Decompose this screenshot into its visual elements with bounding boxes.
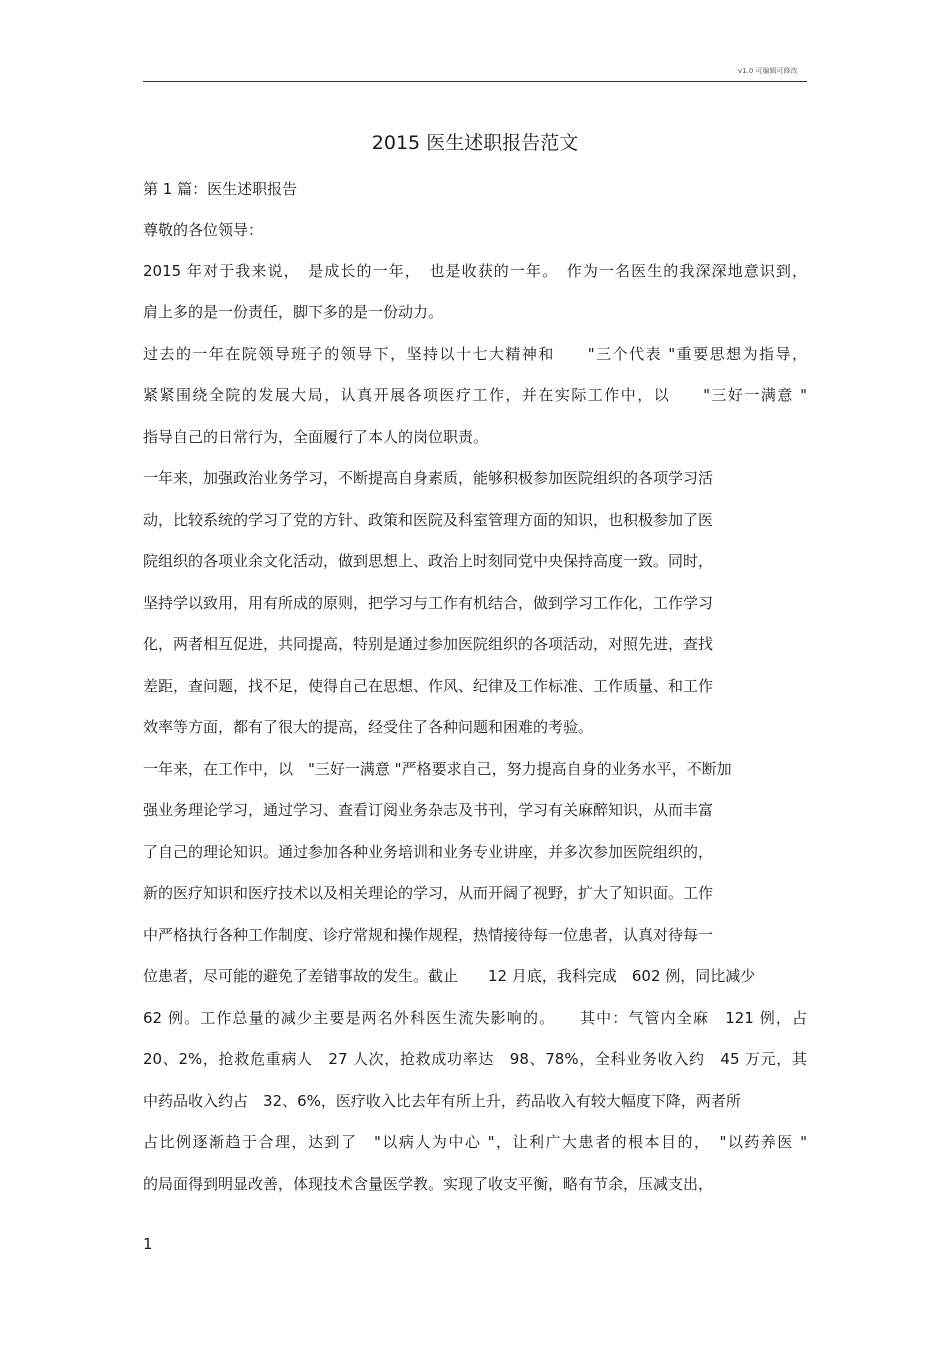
header-rule [143,81,807,82]
body-line: 尊敬的各位领导： [143,221,264,239]
body-line: 中严格执行各种工作制度、诊疗常规和操作规程，热情接待每一位患者，认真对待每一 [143,926,714,944]
body-line: 新的医疗知识和医疗技术以及相关理论的学习，从而开阔了视野，扩大了知识面。工作 [143,884,714,902]
body-line: 强业务理论学习，通过学习、查看订阅业务杂志及书刊，学习有关麻醉知识，从而丰富 [143,801,714,819]
header-version-label: v1.0 可编辑可修改 [738,67,798,75]
body-line: 62 例。工作总量的减少主要是两名外科医生流失影响的。 其中：气管内全麻 121 例，占 [143,1009,807,1027]
body-line: 肩上多的是一份责任，脚下多的是一份动力。 [143,303,444,321]
body-line: 第 1 篇：医生述职报告 [143,180,298,198]
body-line: 院组织的各项业余文化活动，做到思想上、政治上时刻同党中央保持高度一致。同时， [143,552,714,570]
body-line: 一年来，在工作中，以 "三好一满意 "严格要求自己，努力提高自身的业务水平，不断加 [143,760,732,778]
body-line: 占比例逐渐趋于合理，达到了 "以病人为中心 "，让利广大患者的根本目的， "以药养医 " [143,1133,807,1151]
body-line: 了自己的理论知识。通过参加各种业务培训和业务专业讲座，并多次参加医院组织的， [143,843,714,861]
body-line: 一年来，加强政治业务学习，不断提高自身素质，能够积极参加医院组织的各项学习活 [143,469,714,487]
body-line: 指导自己的日常行为，全面履行了本人的岗位职责。 [143,428,489,446]
body-line: 效率等方面，都有了很大的提高，经受住了各种问题和困难的考验。 [143,718,594,736]
body-line: 化，两者相互促进，共同提高，特别是通过参加医院组织的各项活动，对照先进，查找 [143,635,714,653]
body-line: 中药品收入约占 32、6%，医疗收入比去年有所上升，药品收入有较大幅度下降，两者所 [143,1092,741,1110]
body-line: 的局面得到明显改善，体现技术含量医学教。实现了收支平衡，略有节余，压减支出， [143,1175,714,1193]
body-line: 2015 年对于我来说， 是成长的一年， 也是收获的一年。 作为一名医生的我深深地意识到， [143,262,807,280]
body-line: 20、2%，抢救危重病人 27 人次，抢救成功率达 98、78%，全科业务收入约 45 万元，其 [143,1050,807,1068]
body-line: 差距，查问题，找不足，使得自己在思想、作风、纪律及工作标准、工作质量、和工作 [143,677,714,695]
body-line: 过去的一年在院领导班子的领导下，坚持以十七大精神和 "三个代表 "重要思想为指导， [143,345,807,363]
body-line: 位患者，尽可能的避免了差错事故的发生。截止 12 月底，我科完成 602 例，同比减少 [143,967,756,985]
page-number: 1 [143,1235,153,1253]
body-line: 坚持学以致用，用有所成的原则，把学习与工作有机结合，做到学习工作化，工作学习 [143,594,714,612]
document-title: 2015 医生述职报告范文 [371,132,579,154]
body-line: 动，比较系统的学习了党的方针、政策和医院及科室管理方面的知识，也积极参加了医 [143,511,714,529]
body-line: 紧紧围绕全院的发展大局，认真开展各项医疗工作，并在实际工作中，以 "三好一满意 " [143,386,807,404]
